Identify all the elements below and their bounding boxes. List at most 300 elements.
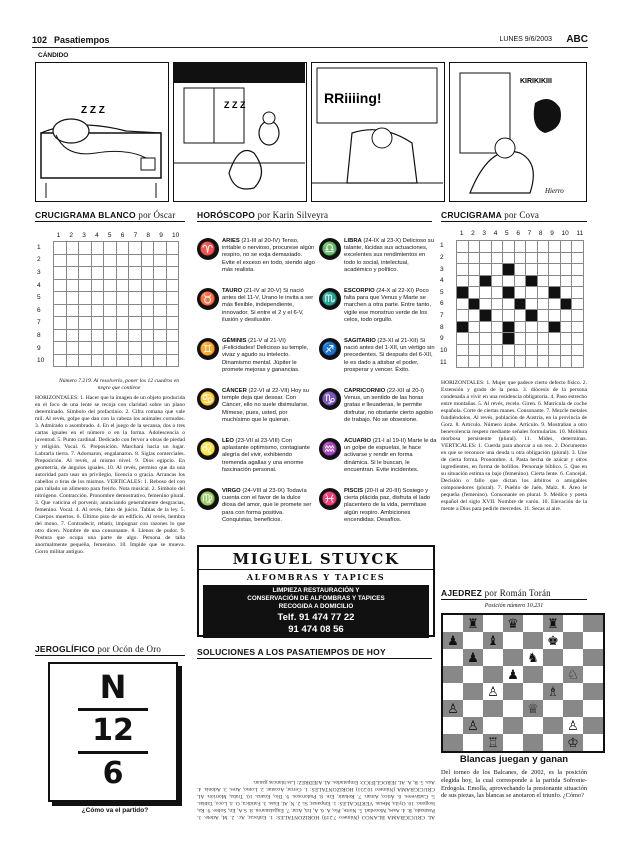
grid-cell[interactable] [116,267,129,280]
grid-cell[interactable] [537,241,549,253]
grid-cell[interactable] [166,292,179,305]
chess-square[interactable]: ♝ [483,632,503,649]
grid-cell[interactable] [491,252,503,264]
chess-square[interactable]: ♚ [543,632,563,649]
chess-square[interactable] [543,734,563,751]
grid-cell[interactable] [457,275,469,287]
grid-cell[interactable] [129,342,142,355]
chess-square[interactable] [503,700,523,717]
grid-cell[interactable] [166,254,179,267]
grid-cell[interactable] [116,242,129,255]
grid-cell[interactable] [560,310,572,322]
grid-cell[interactable] [129,304,142,317]
grid-cell[interactable] [129,317,142,330]
grid-cell[interactable] [141,304,154,317]
grid-cell[interactable] [526,275,538,287]
grid-cell[interactable] [66,329,79,342]
grid-cell[interactable] [66,304,79,317]
grid-cell[interactable] [503,264,515,276]
grid-cell[interactable] [116,329,129,342]
chess-square[interactable]: ♗ [543,683,563,700]
grid-cell[interactable] [491,356,503,368]
grid-cell[interactable] [468,275,480,287]
grid-cell[interactable] [526,298,538,310]
grid-cell[interactable] [104,317,117,330]
grid-cell[interactable] [480,321,492,333]
grid-cell[interactable] [54,354,67,367]
grid-cell[interactable] [166,242,179,255]
grid-cell[interactable] [141,292,154,305]
grid-cell[interactable] [480,333,492,345]
chess-square[interactable] [483,717,503,734]
grid-cell[interactable] [457,321,469,333]
grid-cell[interactable] [468,287,480,299]
grid-cell[interactable] [560,344,572,356]
grid-cell[interactable] [572,298,584,310]
grid-cell[interactable] [514,287,526,299]
chess-square[interactable]: ♟ [503,666,523,683]
grid-cell[interactable] [166,354,179,367]
chess-square[interactable]: ♜ [463,615,483,632]
grid-cell[interactable] [549,356,561,368]
chess-square[interactable]: ♙ [563,717,583,734]
grid-cell[interactable] [468,333,480,345]
chess-square[interactable] [563,700,583,717]
grid-cell[interactable] [537,275,549,287]
grid-cell[interactable] [141,317,154,330]
grid-cell[interactable] [141,267,154,280]
grid-cell[interactable] [79,279,92,292]
grid-cell[interactable] [537,252,549,264]
ad-miguel-stuyck[interactable] [197,545,435,637]
chess-square[interactable] [523,734,543,751]
grid-cell[interactable] [549,321,561,333]
grid-cell[interactable] [560,275,572,287]
grid-cell[interactable] [91,304,104,317]
grid-cell[interactable] [560,241,572,253]
comic-panel-2 [173,62,307,202]
grid-cell[interactable] [104,342,117,355]
grid-cell[interactable] [480,252,492,264]
chess-square[interactable]: ♙ [463,717,483,734]
chess-square[interactable] [543,700,563,717]
grid-cell[interactable] [166,267,179,280]
grid-cell[interactable] [91,267,104,280]
grid-cell[interactable] [91,254,104,267]
grid-cell[interactable] [526,344,538,356]
chess-square[interactable] [463,683,483,700]
grid-cell[interactable] [141,342,154,355]
grid-cell[interactable] [54,254,67,267]
grid-cell[interactable] [491,264,503,276]
chess-square[interactable] [563,683,583,700]
grid-cell[interactable] [457,264,469,276]
grid-cell[interactable] [457,241,469,253]
grid-cell[interactable] [154,254,167,267]
grid-cell[interactable] [572,264,584,276]
grid-cell[interactable] [54,317,67,330]
chess-square[interactable] [463,666,483,683]
grid-cell[interactable] [116,354,129,367]
grid-cell[interactable] [514,310,526,322]
chess-square[interactable] [443,683,463,700]
grid-cell[interactable] [572,275,584,287]
sign-dates: (21-III al 20-IV) [241,238,281,244]
chess-square[interactable] [583,632,603,649]
chess-square[interactable] [583,683,603,700]
grid-cell[interactable] [503,356,515,368]
chess-square[interactable] [523,615,543,632]
sign-name: PISCIS [344,488,364,494]
grid-cell[interactable] [79,292,92,305]
grid-cell[interactable] [503,333,515,345]
grid-cell[interactable] [572,344,584,356]
chess-square[interactable] [583,700,603,717]
grid-cell[interactable] [572,333,584,345]
grid-cell[interactable] [514,356,526,368]
grid-cell[interactable] [514,275,526,287]
sign-text: Todavía cuenta con el favor de la dulce diosa del amor, que le promete ser para con forma positiva. Conquistas, beneficios. [222,488,312,523]
grid-cell[interactable] [141,254,154,267]
grid-cell[interactable] [457,344,469,356]
chess-square[interactable]: ♕ [523,700,543,717]
grid-cell[interactable] [549,287,561,299]
chess-square[interactable] [523,717,543,734]
grid-cell[interactable] [503,275,515,287]
grid-cell[interactable] [91,242,104,255]
grid-cell[interactable] [54,267,67,280]
grid-cell[interactable] [141,329,154,342]
grid-cell[interactable] [503,344,515,356]
grid-cell[interactable] [514,321,526,333]
grid-cell[interactable] [54,304,67,317]
grid-cell[interactable] [104,304,117,317]
chess-square[interactable] [523,683,543,700]
grid-cell[interactable] [537,356,549,368]
chess-square[interactable] [503,683,523,700]
crucigrama-blanco-grid[interactable] [53,241,179,367]
grid-cell[interactable] [129,292,142,305]
grid-cell[interactable] [503,298,515,310]
grid-cell[interactable] [549,344,561,356]
grid-cell[interactable] [491,310,503,322]
chess-square[interactable]: ♙ [443,700,463,717]
grid-cell[interactable] [116,342,129,355]
chess-square[interactable]: ♔ [563,734,583,751]
comic-signature: Hierro [545,187,564,195]
grid-cell[interactable] [526,321,538,333]
grid-cell[interactable] [66,279,79,292]
chess-square[interactable] [503,717,523,734]
grid-cell[interactable] [66,317,79,330]
grid-cell[interactable] [572,321,584,333]
grid-cell[interactable] [104,242,117,255]
grid-cell[interactable] [457,333,469,345]
grid-cell[interactable] [116,279,129,292]
chess-square[interactable] [583,649,603,666]
grid-cell[interactable] [104,329,117,342]
chess-square[interactable] [583,666,603,683]
grid-cell[interactable] [457,310,469,322]
grid-cell[interactable] [166,342,179,355]
chess-square[interactable] [443,734,463,751]
grid-cell[interactable] [503,252,515,264]
grid-cell[interactable] [129,354,142,367]
chess-square[interactable] [483,615,503,632]
grid-cell[interactable] [54,279,67,292]
chess-square[interactable]: ♖ [483,734,503,751]
grid-cell[interactable] [79,267,92,280]
grid-cell[interactable] [54,329,67,342]
grid-cell[interactable] [457,298,469,310]
grid-cell[interactable] [549,241,561,253]
grid-cell[interactable] [54,242,67,255]
grid-cell[interactable] [66,354,79,367]
grid-cell[interactable] [526,252,538,264]
grid-cell[interactable] [154,267,167,280]
grid-cell[interactable] [480,275,492,287]
grid-cell[interactable] [491,241,503,253]
grid-cell[interactable] [91,317,104,330]
grid-cell[interactable] [468,356,480,368]
grid-cell[interactable] [514,298,526,310]
grid-cell[interactable] [154,317,167,330]
grid-cell[interactable] [66,292,79,305]
chess-square[interactable] [563,615,583,632]
chess-square[interactable] [483,649,503,666]
chess-square[interactable] [563,632,583,649]
grid-cell[interactable] [91,279,104,292]
grid-cell[interactable] [129,279,142,292]
crucigrama-grid[interactable] [456,240,584,368]
grid-cell[interactable] [54,342,67,355]
grid-cell[interactable] [537,264,549,276]
grid-cell[interactable] [104,254,117,267]
chess-square[interactable] [523,666,543,683]
grid-cell[interactable] [549,310,561,322]
grid-cell[interactable] [491,298,503,310]
chess-square[interactable] [563,649,583,666]
grid-cell[interactable] [66,242,79,255]
grid-cell[interactable] [560,356,572,368]
grid-cell[interactable] [549,275,561,287]
horoscope-cáncer [197,388,315,424]
grid-cell[interactable] [79,242,92,255]
chess-square[interactable] [503,734,523,751]
grid-cell[interactable] [154,329,167,342]
grid-cell[interactable] [104,267,117,280]
grid-cell[interactable] [503,321,515,333]
grid-cell[interactable] [116,317,129,330]
grid-cell[interactable] [560,298,572,310]
grid-cell[interactable] [79,329,92,342]
chess-square[interactable] [503,632,523,649]
grid-cell[interactable] [457,287,469,299]
chess-square[interactable] [543,717,563,734]
grid-cell[interactable] [480,264,492,276]
grid-cell[interactable] [537,333,549,345]
chess-square[interactable] [543,649,563,666]
grid-cell[interactable] [560,321,572,333]
grid-cell[interactable] [79,304,92,317]
grid-cell[interactable] [79,354,92,367]
grid-cell[interactable] [537,298,549,310]
grid-cell[interactable] [560,264,572,276]
grid-cell[interactable] [503,310,515,322]
grid-cell[interactable] [129,242,142,255]
grid-cell[interactable] [480,298,492,310]
grid-cell[interactable] [468,252,480,264]
chess-square[interactable]: ♛ [503,615,523,632]
grid-cell[interactable] [491,344,503,356]
grid-cell[interactable] [79,317,92,330]
grid-cell[interactable] [141,279,154,292]
grid-cell[interactable] [91,292,104,305]
grid-cell[interactable] [514,344,526,356]
chess-square[interactable] [463,632,483,649]
grid-cell[interactable] [129,267,142,280]
chess-square[interactable] [583,615,603,632]
grid-cell[interactable] [480,310,492,322]
grid-cell[interactable] [79,342,92,355]
chess-square[interactable] [463,734,483,751]
grid-cell[interactable] [537,344,549,356]
chess-square[interactable] [583,717,603,734]
grid-cell[interactable] [480,241,492,253]
grid-cell[interactable] [91,354,104,367]
grid-cell[interactable] [549,264,561,276]
grid-cell[interactable] [514,333,526,345]
grid-cell[interactable] [104,279,117,292]
grid-cell[interactable] [537,310,549,322]
grid-cell[interactable] [480,344,492,356]
grid-cell[interactable] [572,252,584,264]
grid-cell[interactable] [166,329,179,342]
chess-square[interactable]: ♘ [563,666,583,683]
chess-square[interactable] [483,700,503,717]
grid-cell[interactable] [572,356,584,368]
grid-cell[interactable] [526,356,538,368]
grid-cell[interactable] [468,298,480,310]
grid-cell[interactable] [129,254,142,267]
grid-cell[interactable] [560,287,572,299]
chess-square[interactable] [503,649,523,666]
grid-cell[interactable] [468,344,480,356]
grid-cell[interactable] [468,241,480,253]
grid-cell[interactable] [526,264,538,276]
grid-cell[interactable] [537,321,549,333]
grid-cell[interactable] [154,304,167,317]
chess-square[interactable] [443,649,463,666]
chess-square[interactable] [443,615,463,632]
grid-cell[interactable] [468,310,480,322]
grid-cell[interactable] [166,279,179,292]
chess-square[interactable] [443,717,463,734]
grid-cell[interactable] [166,317,179,330]
grid-cell[interactable] [514,241,526,253]
grid-cell[interactable] [116,254,129,267]
grid-cell[interactable] [572,310,584,322]
chess-square[interactable] [543,666,563,683]
grid-cell[interactable] [526,241,538,253]
chess-square[interactable] [583,734,603,751]
crucigrama-blanco-clues: HORIZONTALES: 1. Hacer que la imagen de un objeto producida en el foco de una lente se recoja con claridad sobre un plano determinado. Símbolo del prefactinio. 2. Cifra romana que vale mil. Al revés, golpe que dan con la cabeza los animales cornudos. 3. Admirado o asombrado. 4. En el juego de la secansa, dos o tres cartas iguales en el número o en la forma. Adolescencia o juventud. 5. Punto cardinal. Dedicado con fervor a obras de piedad y religión. Vocal. 6. Preposición. Marchará hacia un lugar. Labrarla tierra. 7. Adornaron, engalanaron. 8. Siglas comerciales. Preposición. Al revés, al mismo nivel. 9. Dios egipcio. En geometría, de ángulos iguales. 10. Al revés, permiso que da una autoridad para usar un privilegio, licencia o gracia. Arrancas los cabellos o tiras de los mismos. VERTICALES: 1. Reboso del con pan rallado un alimento para freírlo. Nota musical. 2. Símbolo del nitrógeno. Contracción. Pronombre demostrativo, femenino plural. 3. Que vaticina el porvenir, anunciando generalmente desgracias, femenino. Vocal. 4. Al revés, falto de juicio. Tablas de la ley. 5. Cuerpos muertos. 6. Último piso de un edificio. Al revés, hembra del mono. 7. Contradecir, rebatir, impugnar con razones lo que otro dicen. Nombre de una consonante. 8. Llenos de pudor. 9. Postura que ocupa una parte de algo. Persona de talla anormalmente pequeña, femenino. 10. Impide que se mueva. Gorro militar antiguo. [35,395,185,555]
chess-square[interactable]: ♜ [543,615,563,632]
grid-cell[interactable] [526,333,538,345]
grid-cell[interactable] [116,304,129,317]
grid-cell[interactable] [480,287,492,299]
grid-cell[interactable] [549,252,561,264]
col-number: 7 [133,232,138,239]
grid-cell[interactable] [468,321,480,333]
chess-square[interactable]: ♙ [483,683,503,700]
chess-square[interactable] [463,700,483,717]
grid-cell[interactable] [549,298,561,310]
grid-cell[interactable] [526,287,538,299]
grid-cell[interactable] [457,252,469,264]
svg-text:Z Z Z: Z Z Z [224,100,246,110]
grid-cell[interactable] [457,356,469,368]
grid-cell[interactable] [491,287,503,299]
chess-board[interactable] [441,613,605,753]
grid-cell[interactable] [491,333,503,345]
chess-square[interactable]: ♟ [443,632,463,649]
grid-cell[interactable] [54,292,67,305]
grid-cell[interactable] [166,304,179,317]
grid-cell[interactable] [560,333,572,345]
chess-square[interactable]: ♞ [523,649,543,666]
grid-cell[interactable] [537,287,549,299]
grid-cell[interactable] [491,321,503,333]
grid-cell[interactable] [154,292,167,305]
grid-cell[interactable] [572,287,584,299]
grid-cell[interactable] [514,252,526,264]
grid-cell[interactable] [141,354,154,367]
chess-square[interactable]: ♟ [463,649,483,666]
grid-cell[interactable] [503,287,515,299]
grid-cell[interactable] [480,356,492,368]
grid-cell[interactable] [104,354,117,367]
grid-cell[interactable] [91,329,104,342]
grid-cell[interactable] [514,264,526,276]
grid-cell[interactable] [104,292,117,305]
grid-cell[interactable] [129,329,142,342]
sign-name: LEO [222,438,234,444]
grid-cell[interactable] [491,275,503,287]
grid-cell[interactable] [66,254,79,267]
chess-square[interactable] [483,666,503,683]
chess-square[interactable] [523,632,543,649]
grid-cell[interactable] [560,252,572,264]
grid-cell[interactable] [116,292,129,305]
grid-cell[interactable] [503,241,515,253]
grid-cell[interactable] [79,254,92,267]
grid-cell[interactable] [154,242,167,255]
grid-cell[interactable] [154,279,167,292]
grid-cell[interactable] [154,342,167,355]
grid-cell[interactable] [468,264,480,276]
grid-cell[interactable] [91,342,104,355]
grid-cell[interactable] [526,310,538,322]
grid-cell[interactable] [66,267,79,280]
grid-cell[interactable] [549,333,561,345]
grid-cell[interactable] [66,342,79,355]
horoscope-géminis [197,338,315,374]
grid-cell[interactable] [572,241,584,253]
grid-cell[interactable] [141,242,154,255]
chess-square[interactable] [443,666,463,683]
grid-cell[interactable] [154,354,167,367]
